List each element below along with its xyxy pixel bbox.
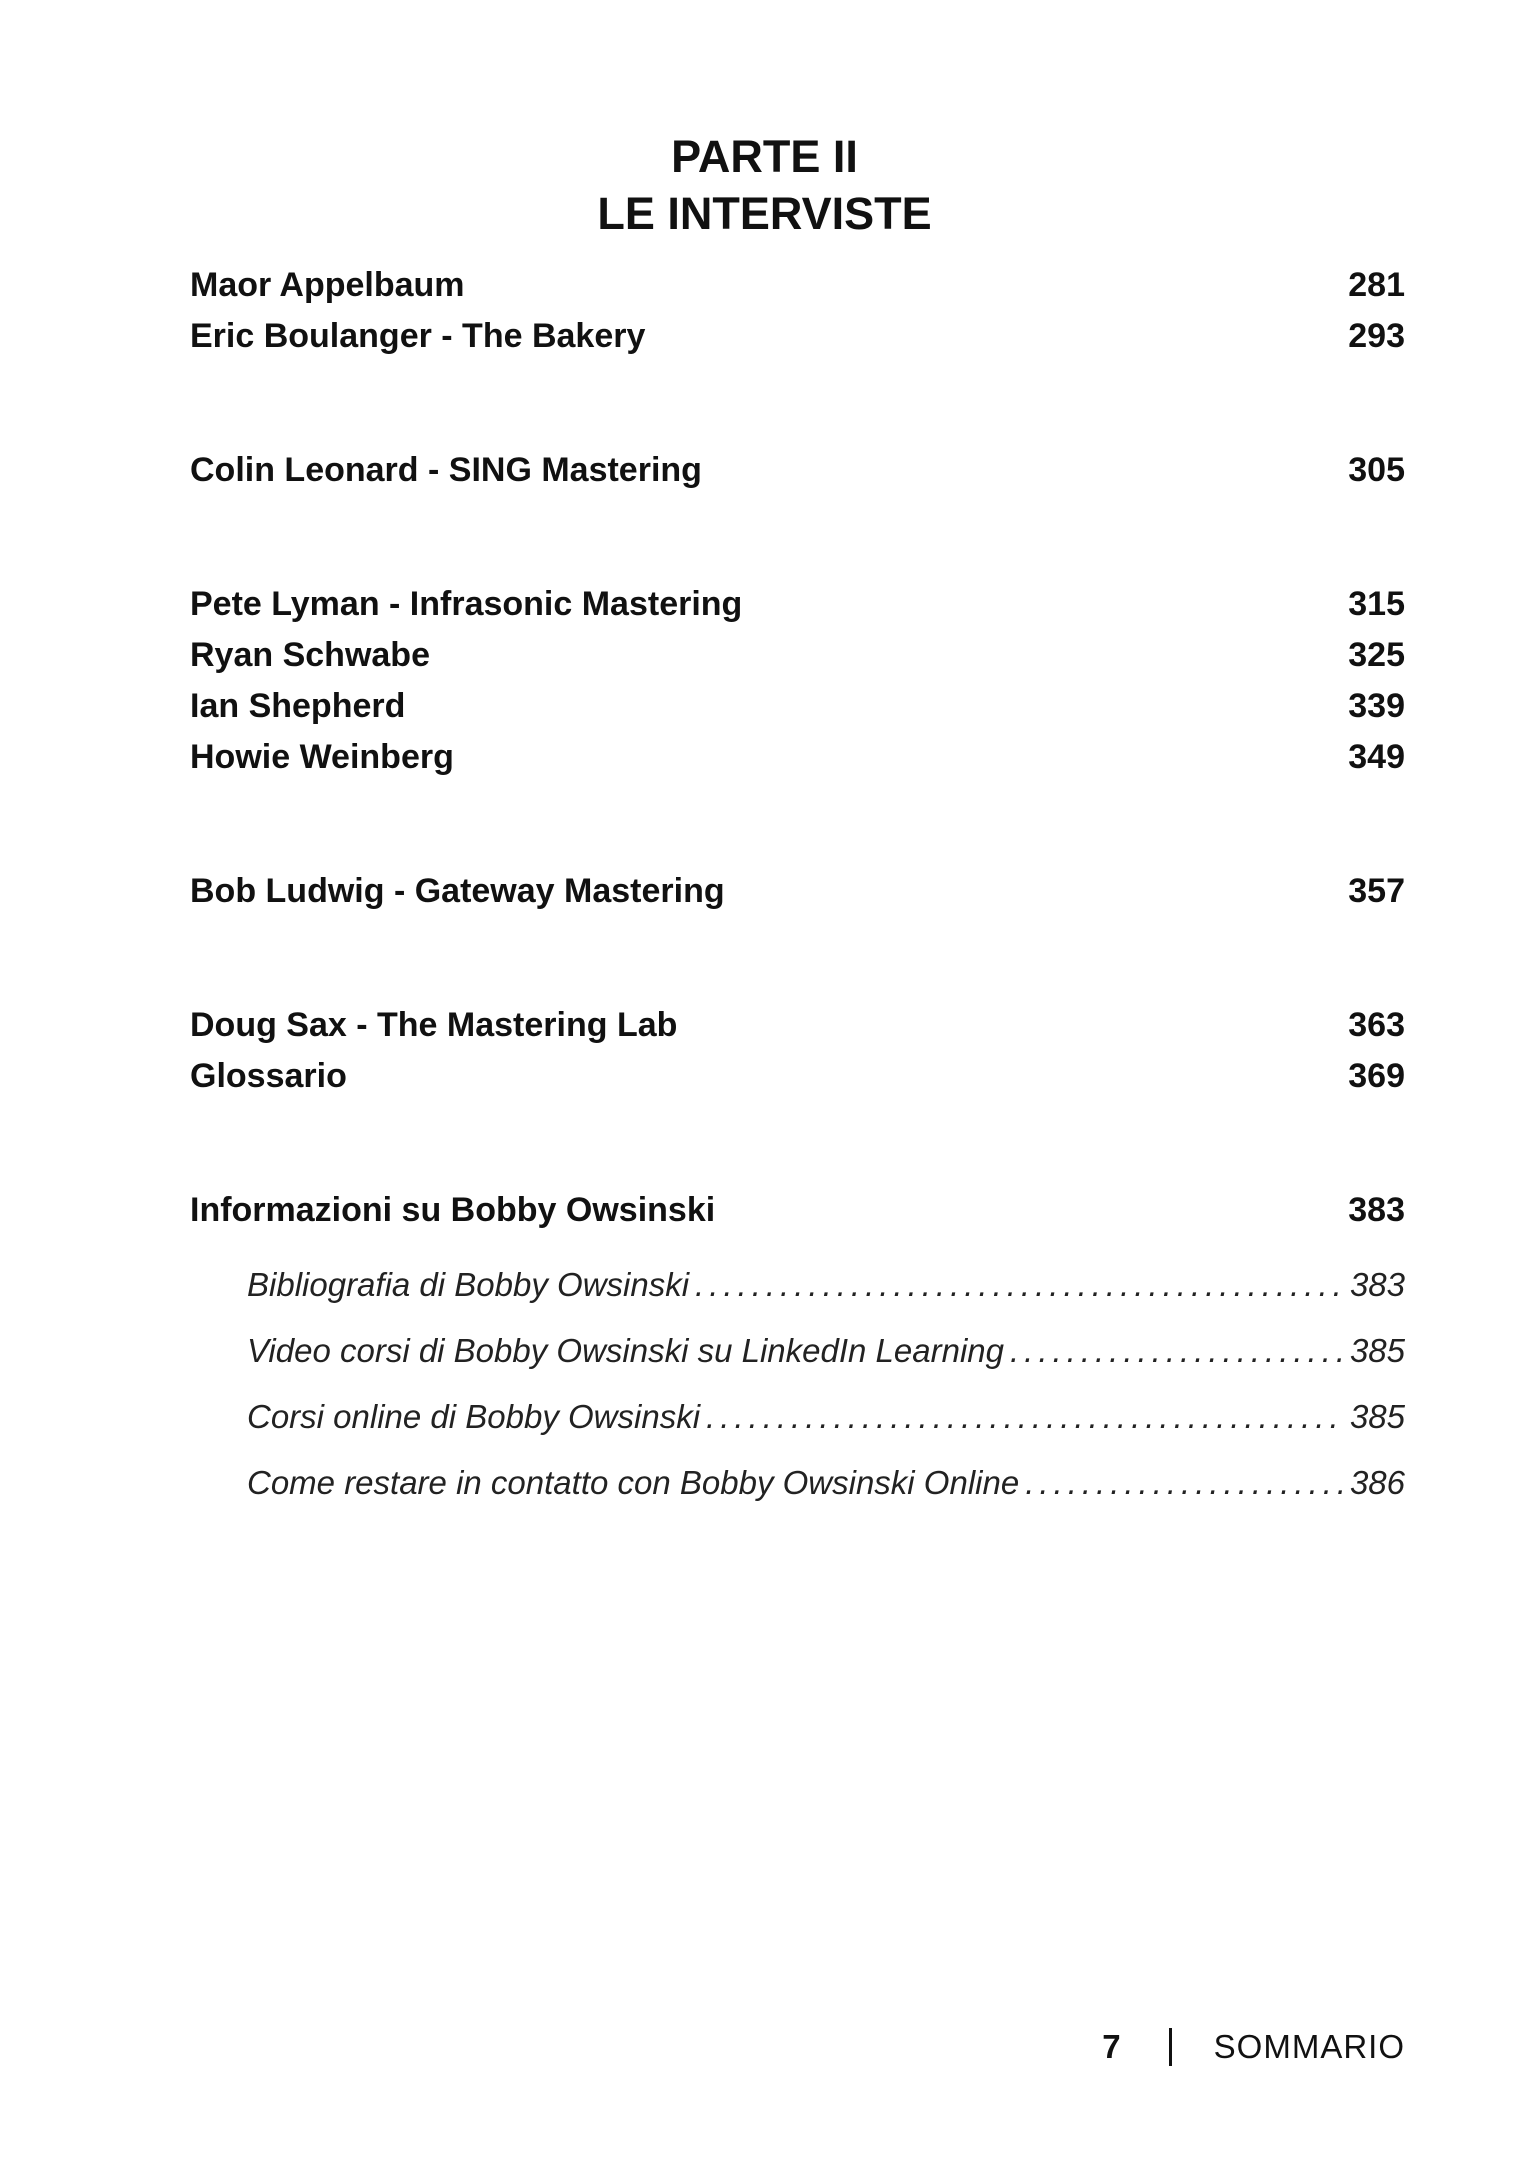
toc-entry-title: Ian Shepherd (190, 687, 406, 725)
toc-subentry (247, 1318, 1405, 1384)
toc-entry-title: Eric Boulanger - The Bakery (190, 317, 646, 355)
dot-leader (695, 1252, 1344, 1318)
toc-subentry (247, 1450, 1405, 1516)
toc-entry-page: 363 (1348, 1006, 1405, 1044)
toc-subentry-page: 385 (1349, 1398, 1405, 1435)
toc-subentry-page: 386 (1349, 1464, 1405, 1501)
toc-subentry-title: Bibliografia di Bobby Owsinski (247, 1266, 690, 1303)
section-heading-part: PARTE II (671, 131, 858, 182)
toc-entry (190, 1051, 1405, 1102)
page-number: 7 (1102, 2028, 1121, 2065)
toc-entry (190, 732, 1405, 783)
toc-entry-page: 349 (1348, 738, 1405, 776)
toc-entry (190, 681, 1405, 732)
table-of-contents (190, 260, 1405, 1236)
dot-leader (1010, 1318, 1344, 1384)
toc-entry-title: Pete Lyman - Infrasonic Mastering (190, 585, 743, 623)
toc-entry-title: Colin Leonard - SING Mastering (190, 451, 702, 489)
toc-subentry-title: Come restare in contatto con Bobby Owsinski Online (247, 1464, 1020, 1501)
toc-entry (190, 579, 1405, 630)
toc-entry-title: Doug Sax - The Mastering Lab (190, 1006, 678, 1044)
toc-entry-page: 325 (1348, 636, 1405, 674)
toc-entry-title: Maor Appelbaum (190, 266, 465, 304)
toc-entry-page: 339 (1348, 687, 1405, 725)
toc-subentry-title: Corsi online di Bobby Owsinski (247, 1398, 701, 1435)
toc-entry-page: 357 (1348, 872, 1405, 910)
toc-subentry-page: 383 (1349, 1266, 1405, 1303)
toc-entry (190, 445, 1405, 496)
toc-entry-title: Glossario (190, 1057, 347, 1095)
dot-leader (1025, 1450, 1344, 1516)
toc-entry-page: 281 (1348, 266, 1405, 304)
toc-entry-title: Bob Ludwig - Gateway Mastering (190, 872, 725, 910)
toc-entry (190, 260, 1405, 311)
toc-entry-page: 383 (1348, 1191, 1405, 1229)
toc-subentry (247, 1384, 1405, 1450)
toc-entry-page: 305 (1348, 451, 1405, 489)
toc-entry-page: 315 (1348, 585, 1405, 623)
page-footer (1102, 2022, 1405, 2072)
toc-subentry (247, 1252, 1405, 1318)
toc-entry-title: Howie Weinberg (190, 738, 454, 776)
toc-entry (190, 1185, 1405, 1236)
dot-leader (706, 1384, 1344, 1450)
toc-entry-title: Informazioni su Bobby Owsinski (190, 1191, 716, 1229)
toc-entry-title: Ryan Schwabe (190, 636, 430, 674)
toc-subentries (247, 1252, 1405, 1516)
running-section-title: SOMMARIO (1213, 2028, 1405, 2065)
toc-subentry-title: Video corsi di Bobby Owsinski su LinkedIn Learning (247, 1332, 1004, 1369)
toc-subentry-page: 385 (1349, 1332, 1405, 1369)
footer-divider (1169, 2028, 1172, 2066)
section-heading (0, 128, 1529, 242)
toc-entry-page: 293 (1348, 317, 1405, 355)
toc-entry (190, 866, 1405, 917)
section-heading-title: LE INTERVISTE (597, 188, 932, 239)
toc-entry (190, 311, 1405, 362)
toc-entry (190, 630, 1405, 681)
toc-entry (190, 1000, 1405, 1051)
toc-entry-page: 369 (1348, 1057, 1405, 1095)
